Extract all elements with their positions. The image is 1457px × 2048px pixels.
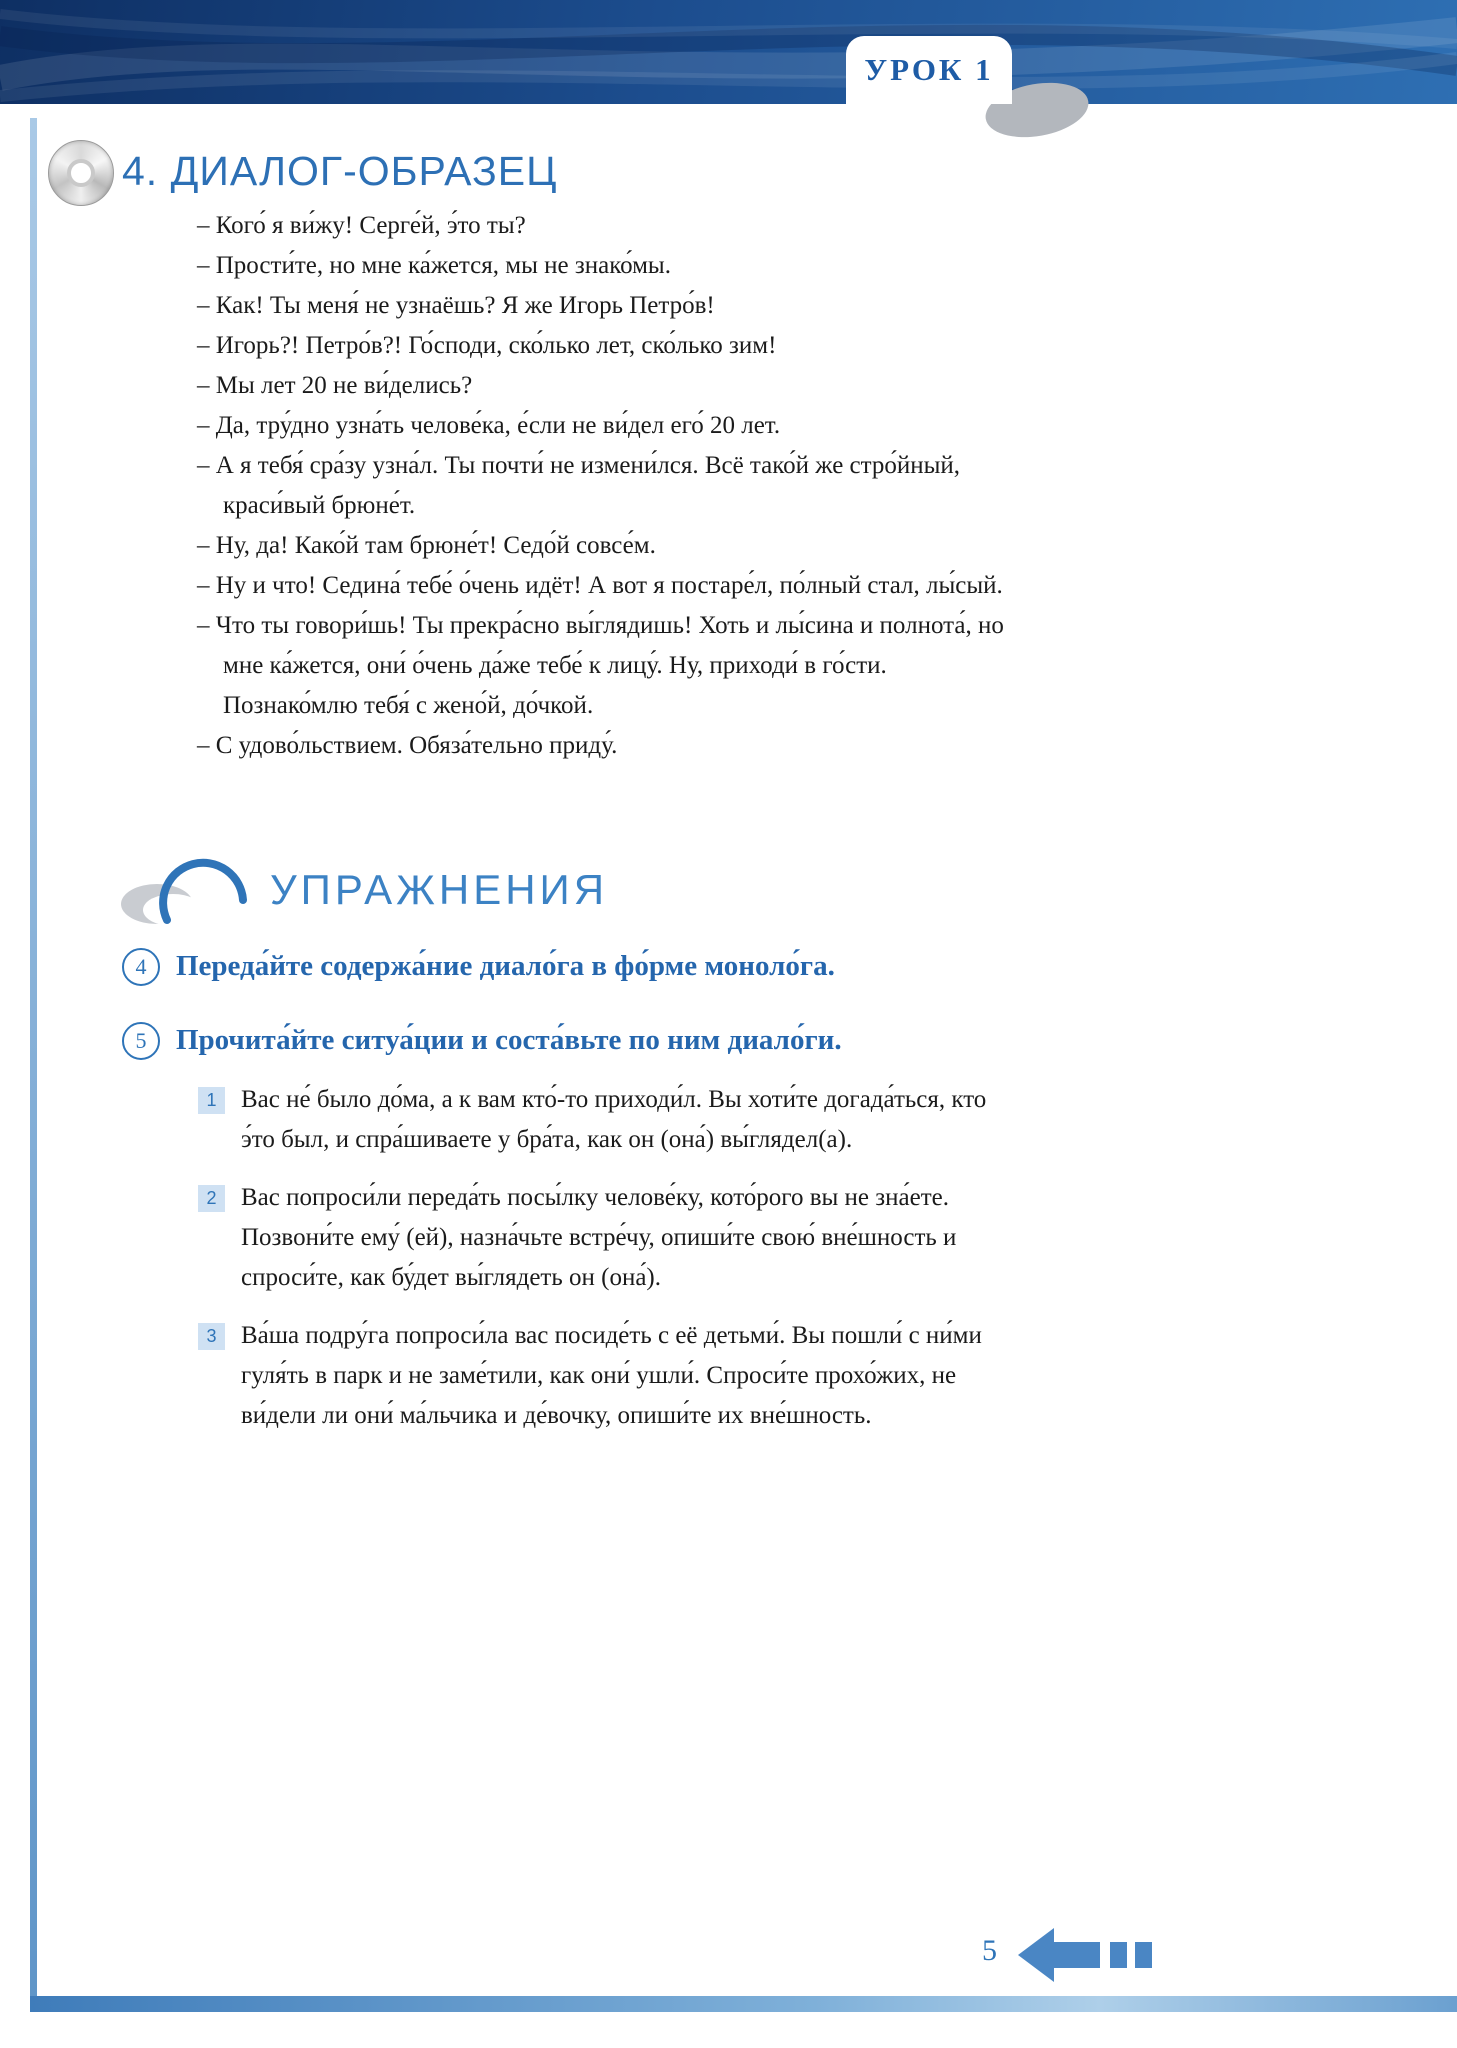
dialog-line: – Как! Ты меня́ не узнаёшь? Я же Игорь Петро́в! [197, 292, 715, 319]
left-border-stripe [30, 118, 37, 2012]
bottom-border-bar [30, 1996, 1457, 2012]
exercise-prompt: Прочита́йте ситуа́ции и соста́вьте по ним диало́ги. [176, 1024, 842, 1056]
dialog-line: – Кого́ я ви́жу! Серге́й, э́то ты? [197, 212, 526, 239]
dialog-section-title: 4. ДИАЛОГ-ОБРАЗЕЦ [122, 148, 558, 194]
exercise-number-badge: 4 [122, 948, 160, 986]
cd-audio-icon [48, 140, 114, 206]
situation-text: Вас не́ было до́ма, а к вам кто́-то приходи́л. Вы хоти́те догада́ться, кто э́то был, и спра́шиваете у бра́та, как он (она́) вы́глядел(а). [241, 1086, 987, 1153]
situation-text: Вас попроси́ли переда́ть посы́лку челове́ку, кото́рого вы не зна́ете. Позвони́те ему́ (ей), назна́чьте встре́чу, опиши́те свою́ вне́шность и спроси́те, как бу́дет вы́глядеть он (она́). [241, 1184, 957, 1291]
situations-list [198, 1080, 1042, 1436]
exercise-4 [122, 946, 1042, 986]
lesson-tab [846, 36, 1012, 104]
header-waves-decoration [0, 0, 1457, 104]
dialog-block [197, 206, 1012, 766]
dialog-line: – Прости́те, но мне ка́жется, мы не знако́мы. [197, 252, 671, 279]
exercise-number-badge: 5 [122, 1022, 160, 1060]
back-arrow-icon [1018, 1928, 1168, 1982]
dialog-line: – Игорь?! Петро́в?! Го́споди, ско́лько лет, ско́лько зим! [197, 332, 777, 359]
header-band [0, 0, 1457, 104]
exercise-5 [122, 1020, 1042, 1060]
dialog-line: – Ну, да! Како́й там брюне́т! Седо́й совсе́м. [197, 532, 656, 559]
situation-number-badge: 3 [198, 1323, 225, 1350]
back-arrow-tail [1054, 1942, 1100, 1968]
dialog-line: – Что ты говори́шь! Ты прекра́сно вы́глядишь! Хоть и лы́сина и полнота́, но мне ка́жется, они́ о́чень да́же тебе́ к лицу́. Ну, приходи́ в го́сти. Познако́млю тебя́ с жено́й, до́чкой. [197, 612, 1004, 719]
exercises-header [115, 848, 715, 938]
back-arrow-square [1110, 1942, 1127, 1968]
situation-text: Ва́ша подру́га попроси́ла вас посиде́ть с её детьми́. Вы пошли́ с ни́ми гуля́ть в парк и не заме́тили, как они́ ушли́. Спроси́те прохо́жих, не ви́дели ли они́ ма́льчика и де́вочку, опиши́те их вне́шность. [241, 1322, 982, 1429]
back-arrow-square [1135, 1942, 1152, 1968]
lesson-tab-label: УРОК 1 [864, 52, 994, 87]
situation-item [198, 1316, 1042, 1436]
page-number: 5 [982, 1934, 997, 1967]
dialog-line: – С удово́льствием. Обяза́тельно приду́. [197, 732, 618, 759]
exercises-block [122, 946, 1042, 1454]
dialog-line: – А я тебя́ сра́зу узна́л. Ты почти́ не измени́лся. Всё тако́й же стро́йный, краси́вый брюне́т. [197, 452, 961, 519]
situation-number-badge: 2 [198, 1185, 225, 1212]
exercise-prompt: Переда́йте содержа́ние диало́га в фо́рме моноло́га. [176, 950, 835, 982]
exercises-swoosh-icon [115, 848, 265, 928]
dialog-line: – Да, тру́дно узна́ть челове́ка, е́сли не ви́дел его́ 20 лет. [197, 412, 781, 439]
dialog-line: – Ну и что! Седина́ тебе́ о́чень идёт! А вот я постаре́л, по́лный стал, лы́сый. [197, 572, 1003, 599]
situation-item [198, 1080, 1042, 1160]
situation-item [198, 1178, 1042, 1298]
exercises-section-title: УПРАЖНЕНИЯ [270, 866, 609, 913]
back-arrow-triangle [1018, 1928, 1054, 1982]
situation-number-badge: 1 [198, 1087, 225, 1114]
dialog-line: – Мы лет 20 не ви́делись? [197, 372, 473, 399]
